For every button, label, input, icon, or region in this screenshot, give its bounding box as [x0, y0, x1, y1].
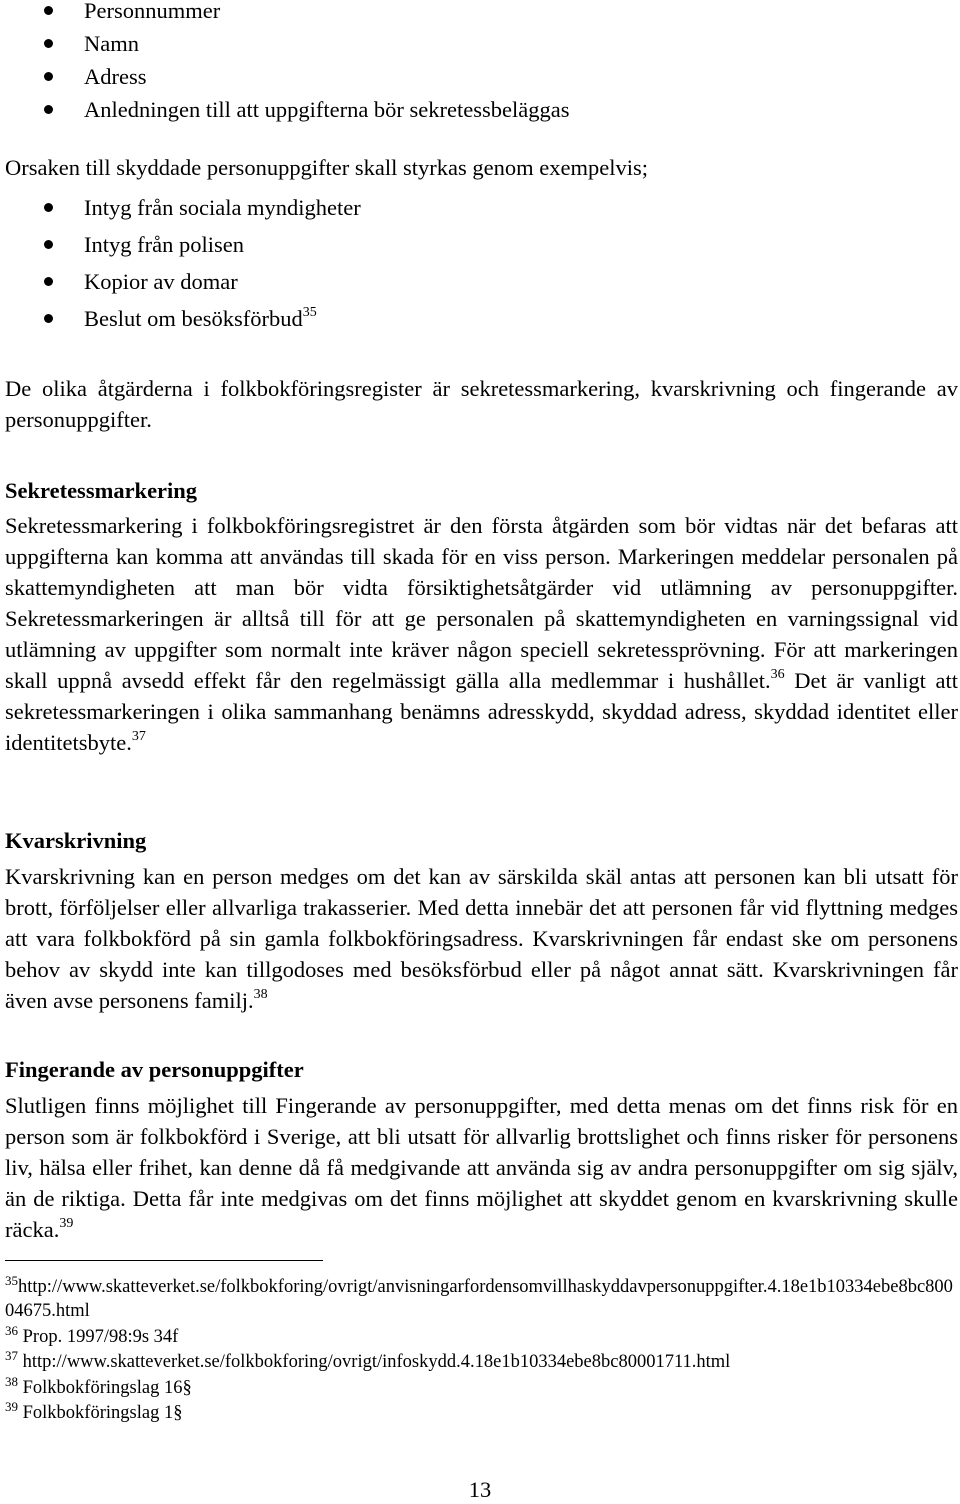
- footnote-ref: 36: [770, 667, 785, 682]
- bullet-icon: [44, 6, 53, 15]
- footnote-text: http://www.skatteverket.se/folkbokforing/ovrigt/infoskydd.4.18e1b10334ebe8bc80001711.html: [22, 1352, 731, 1372]
- identity-data-list: [0, 0, 960, 131]
- bullet-icon: [44, 72, 53, 81]
- list-item: [0, 0, 960, 32]
- footnote-38: [5, 1376, 958, 1400]
- paragraph-text: Sekretessmarkering i folkbokföringsregistret är den första åtgärden som bör vidtas när det befaras att uppgifterna kan komma att användas till skada för en viss person. Markeringen meddelar personalen på skattemyndigheten att man bör vidta försiktighetsåtgärder vid utlämning av personuppgifter. Sekretessmarkeringen är alltså till för att ge personalen på skattemyndigheten en varningssignal vid utlämning av uppgifter som normalt inte kräver någon speciell sekretessprövning. För att markeringen skall uppnå avsedd effekt får den regelmässigt gälla alla medlemmar i hushållet.: [5, 513, 958, 693]
- list-item-text: Adress: [84, 64, 147, 89]
- list-item: [0, 98, 960, 131]
- bullet-icon: [44, 240, 53, 249]
- paragraph-text: Slutligen finns möjlighet till Fingerande av personuppgifter, med detta menas om det finns risk för en person som är folkbokförd i Sverige, att bli utsatt för allvarlig brottslighet och finns risker för personens liv, hälsa eller frihet, kan denne då få medgivande att använda sig av andra personuppgifter om sig själv, än de riktiga. Detta får inte medgivas om det finns möjlighet att skyddet genom en kvarskrivning skulle räcka.: [5, 1093, 958, 1242]
- footnote-37: [5, 1350, 958, 1374]
- footnote-number: 38: [5, 1374, 18, 1389]
- list-item-text: Kopior av domar: [84, 269, 238, 294]
- list-item-text: Beslut om besöksförbud: [84, 306, 303, 331]
- footnote-ref: 35: [302, 305, 317, 320]
- footnote-ref: 38: [253, 987, 268, 1002]
- footnote-36: [5, 1325, 958, 1349]
- footnote-number: 36: [5, 1323, 18, 1338]
- list-item-text: Intyg från polisen: [84, 232, 244, 257]
- section-heading-sekretessmarkering: Sekretessmarkering: [5, 478, 198, 503]
- footnote-number: 35: [5, 1273, 18, 1288]
- footnote-39: [5, 1401, 958, 1425]
- section-heading-kvarskrivning: Kvarskrivning: [5, 828, 147, 853]
- section-heading-fingerande: Fingerande av personuppgifter: [5, 1057, 304, 1082]
- footnote-separator: [5, 1260, 323, 1261]
- list-item: [0, 65, 960, 98]
- list-item-text: Personnummer: [84, 0, 221, 23]
- measures-paragraph: De olika åtgärderna i folkbokföringsregister är sekretessmarkering, kvarskrivning och fingerande av personuppgifter.: [5, 376, 958, 432]
- sekretessmarkering-paragraph: [5, 510, 958, 758]
- paragraph-text: Kvarskrivning kan en person medges om det kan av särskilda skäl antas att personen kan bli utsatt för brott, förföljelser eller allvarliga trakasserier. Med detta innebär det att personen får vid flyttning medges att vara folkbokförd på sin gamla folkbokföringsadress. Kvarskrivningen får endast ske om personens behov av skydd inte kan tillgodoses med besöksförbud eller på något annat sätt. Kvarskrivningen får även avse personens familj.: [5, 864, 958, 1013]
- footnote-ref: 39: [59, 1216, 74, 1231]
- list-item-text: Anledningen till att uppgifterna bör sekretessbeläggas: [84, 97, 570, 122]
- footnote-text: Folkbokföringslag 16§: [22, 1378, 192, 1398]
- footnote-number: 37: [5, 1348, 18, 1363]
- evidence-list: [0, 196, 960, 344]
- list-item: [0, 32, 960, 65]
- footnote-ref: 37: [131, 729, 146, 744]
- bullet-icon: [44, 203, 53, 212]
- footnote-text: Prop. 1997/98:9s 34f: [22, 1327, 179, 1347]
- footnote-35: [5, 1275, 958, 1323]
- list-item: [0, 270, 960, 307]
- list-item: [0, 233, 960, 270]
- bullet-icon: [44, 277, 53, 286]
- list-item-text: Namn: [84, 31, 139, 56]
- list-item: [0, 196, 960, 233]
- intro-paragraph: Orsaken till skyddade personuppgifter skall styrkas genom exempelvis;: [5, 155, 648, 180]
- bullet-icon: [44, 39, 53, 48]
- footnote-text: http://www.skatteverket.se/folkbokforing/ovrigt/anvisningarfordensomvillhaskyddavpersonuppgifter.4.18e1b10334ebe8bc80004675.html: [5, 1277, 953, 1321]
- list-item: [0, 307, 960, 344]
- kvarskrivning-paragraph: [5, 861, 958, 1016]
- footnote-text: Folkbokföringslag 1§: [22, 1403, 183, 1423]
- page-number: 13: [468, 1477, 492, 1502]
- list-item-text: Intyg från sociala myndigheter: [84, 195, 361, 220]
- bullet-icon: [44, 105, 53, 114]
- paragraph-text: Det är vanligt att sekretessmarkeringen i olika sammanhang benämns adresskydd, skyddad adress, skyddad identitet eller identitetsbyte.: [5, 668, 958, 755]
- bullet-icon: [44, 314, 53, 323]
- fingerande-paragraph: [5, 1090, 958, 1245]
- footnote-number: 39: [5, 1399, 18, 1414]
